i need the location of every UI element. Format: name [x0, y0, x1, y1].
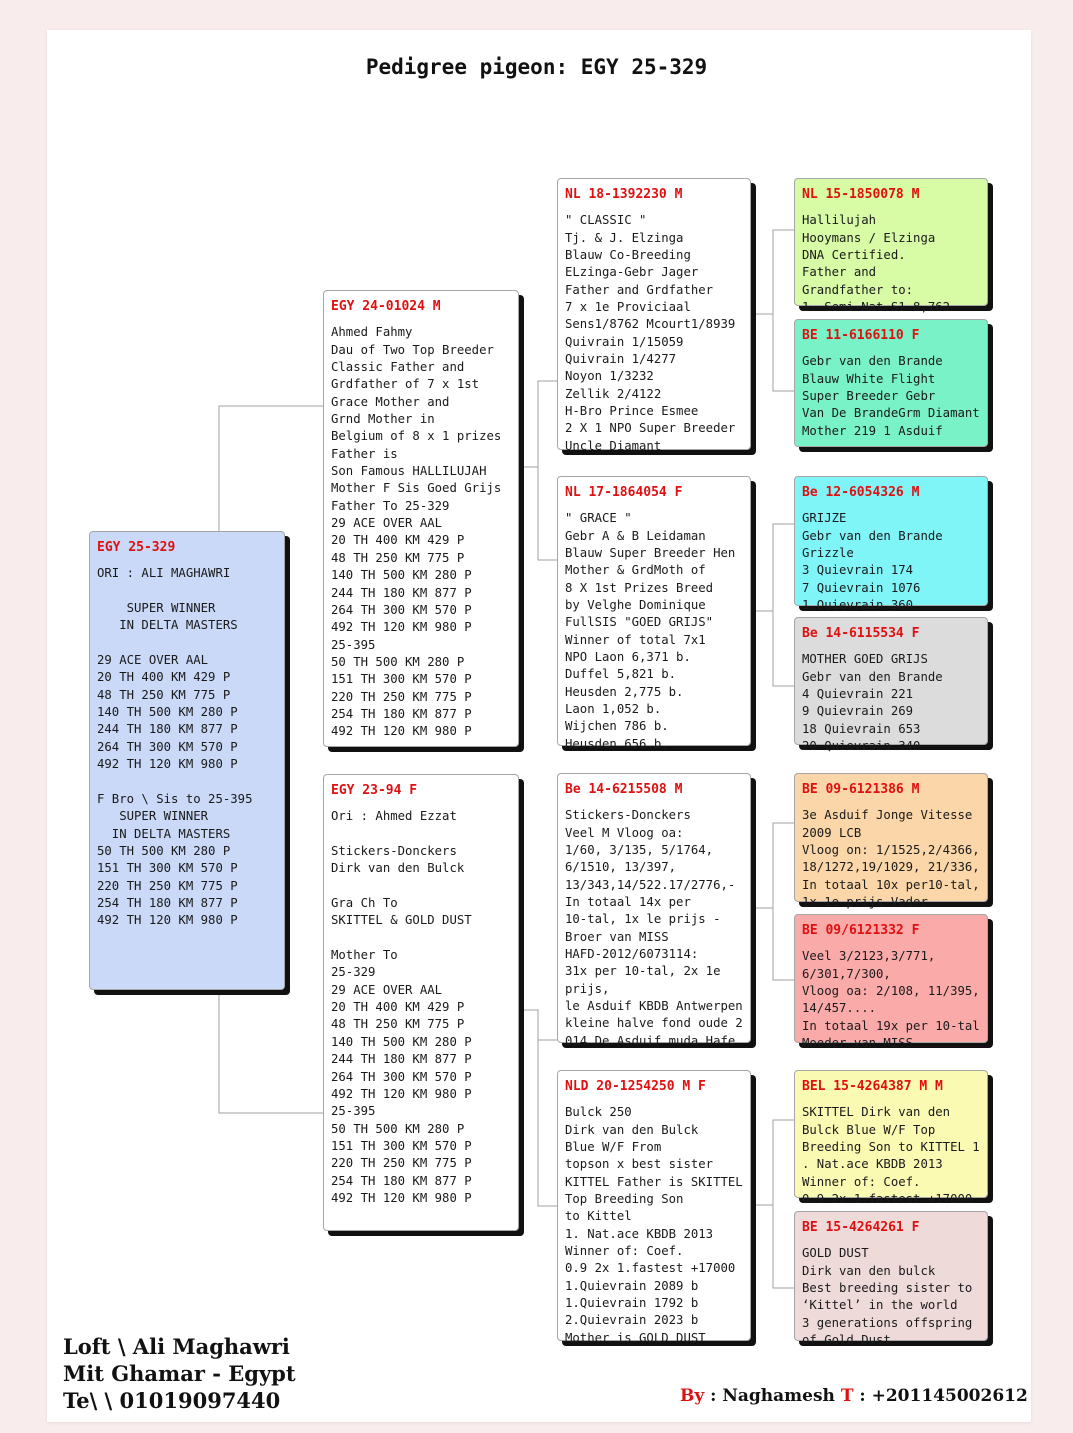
pedigree-card-dds[interactable]	[794, 1070, 988, 1207]
pedigree-card-subject[interactable]	[89, 531, 285, 990]
card-ring-number: NL 17-1864054 F	[565, 485, 683, 500]
card-details: Gebr van den Brande Blauw White Flight Super Breeder Gebr Van De BrandeGrm Diamant Mother 219 1 Asduif	[802, 354, 980, 438]
page-title: Pedigree pigeon: EGY 25-329	[365, 55, 708, 79]
connector-line	[538, 1040, 557, 1206]
connector-line	[219, 406, 323, 531]
card-ring-number: EGY 25-329	[97, 540, 176, 555]
author-phone: : +201145002612	[853, 1386, 1028, 1406]
by-label: By	[680, 1386, 705, 1406]
card-ring-number: BE 11-6166110 F	[802, 328, 920, 343]
card-details: SKITTEL Dirk van den Bulck Blue W/F Top Breeding Son to KITTEL 1 . Nat.ace KBDB 2013 Winner of: Coef. 0.9 2x 1.fastest +17000	[802, 1105, 980, 1207]
card-ring-number: EGY 23-94 F	[331, 783, 418, 798]
card-ring-number: Be 14-6115534 F	[802, 626, 920, 641]
connector-line	[518, 381, 557, 467]
card-ring-number: BE 15-4264261 F	[802, 1220, 920, 1235]
connector-line	[773, 1205, 794, 1288]
pedigree-card-dam-sire[interactable]	[557, 773, 751, 1048]
card-ring-number: NL 15-1850078 M	[802, 187, 920, 202]
connector-line	[773, 611, 794, 686]
card-details: Ori : Ahmed Ezzat Stickers-Donckers Dirk van den Bulck Gra Ch To SKITTEL & GOLD DUST Mother To 25-329 29 ACE OVER AAL 20 TH 400 KM 429 P 48 TH 250 KM 775 P 140 TH 500 KM 280 P 244 TH 180 KM 877 P 264 TH 300 KM 570 P 492 TH 120 KM 980 P 25-395 50 TH 500 KM 280 P 151 TH 300 KM 570 P 220 TH 250 KM 775 P 254 TH 180 KM 877 P 492 TH 120 KM 980 P	[331, 809, 472, 1205]
pedigree-card-dsd[interactable]	[794, 914, 988, 1051]
connector-line	[750, 524, 794, 611]
card-details: MOTHER GOED GRIJS Gebr van den Brande 4 Quievrain 221 9 Quievrain 269 18 Quievrain 653 20 Quievrain 340	[802, 652, 943, 754]
pedigree-card-ddd[interactable]	[794, 1211, 988, 1348]
connector-line	[773, 908, 794, 980]
card-ring-number: NL 18-1392230 M	[565, 187, 683, 202]
connector-line	[750, 823, 794, 908]
connector-line	[750, 1120, 794, 1205]
card-details: Bulck 250 Dirk van den Bulck Blue W/F From topson x best sister KITTEL Father is SKITTEL Top Breeding Son to Kittel 1. Nat.ace KBDB 2013 Winner of: Coef. 0.9 2x 1.fastest +17000 1.Quievrain 2089 b 1.Quievrain 1792 b 2.Quievrain 2023 b Mother is GOLD DUST	[565, 1105, 743, 1345]
card-details: " CLASSIC " Tj. & J. Elzinga Blauw Co-Breeding ELzinga-Gebr Jager Father and Grdfather 7 x 1e Proviciaal Sens1/8762 Mcourt1/8939 Quivrain 1/15059 Quivrain 1/4277 Noyon 1/3232 Zellik 2/4122 H-Bro Prince Esmee 2 X 1 NPO Super Breeder Uncle Diamant	[565, 213, 736, 453]
pedigree-card-sire[interactable]	[323, 290, 519, 747]
loft-phone: Te\ \ 01019097440	[63, 1388, 281, 1413]
loft-location: Mit Ghamar - Egypt	[63, 1361, 296, 1386]
pedigree-card-ssd[interactable]	[794, 319, 988, 447]
card-details: 3e Asduif Jonge Vitesse 2009 LCB Vloog on: 1/1525,2/4366, 18/1272,19/1029, 21/336, In totaal 10x per10-tal, 1x 1e prijs Vader	[802, 808, 980, 910]
pedigree-card-dam-dam[interactable]	[557, 1070, 751, 1345]
card-details: " GRACE " Gebr A & B Leidaman Blauw Super Breeder Hen Mother & GrdMoth of 8 X 1st Prizes Breed by Velghe Dominique FullSIS "GOED GRIJS" Winner of total 7x1 NPO Laon 6,371 b. Duffel 5,821 b. Heusden 2,775 b. Laon 1,052 b. Wijchen 786 b. Heusden 656 b.	[565, 511, 736, 751]
card-details: ORI : ALI MAGHAWRI SUPER WINNER IN DELTA MASTERS 29 ACE OVER AAL 20 TH 400 KM 429 P 48 TH 250 KM 775 P 140 TH 500 KM 280 P 244 TH 180 KM 877 P 264 TH 300 KM 570 P 492 TH 120 KM 980 P F Bro \ Sis to 25-395 SUPER WINNER IN DELTA MASTERS 50 TH 500 KM 280 P 151 TH 300 KM 570 P 220 TH 250 KM 775 P 254 TH 180 KM 877 P 492 TH 120 KM 980 P	[97, 566, 253, 928]
loft-info	[63, 1333, 296, 1414]
connector-line	[538, 467, 557, 560]
author-credit	[680, 1386, 1028, 1406]
pedigree-card-sire-dam[interactable]	[557, 476, 751, 751]
connector-line	[750, 230, 794, 314]
author-name: : Naghamesh	[704, 1386, 841, 1406]
pedigree-card-sss[interactable]	[794, 178, 988, 315]
card-details: Stickers-Donckers Veel M Vloog oa: 1/60, 3/135, 5/1764, 6/1510, 13/397, 13/343,14/522.17/2776,- In totaal 14x per 10-tal, 1x le prijs - Broer van MISS HAFD-2012/6073114: 31x per 10-tal, 2x 1e prijs, le Asduif KBDB Antwerpen kleine halve fond oude 2 014 De Asduif muda Hafe	[565, 808, 743, 1048]
card-details: Hallilujah Hooymans / Elzinga DNA Certified. Father and Grandfather to: 1. Semi-Nat.S1 8,762	[802, 213, 951, 315]
connector-line	[518, 1010, 557, 1040]
card-details: Ahmed Fahmy Dau of Two Top Breeder Classic Father and Grdfather of 7 x 1st Grace Mother and Grnd Mother in Belgium of 8 x 1 prizes Father is Son Famous HALLILUJAH Mother F Sis Goed Grijs Father To 25-329 29 ACE OVER AAL 20 TH 400 KM 429 P 48 TH 250 KM 775 P 140 TH 500 KM 280 P 244 TH 180 KM 877 P 264 TH 300 KM 570 P 492 TH 120 KM 980 P 25-395 50 TH 500 KM 280 P 151 TH 300 KM 570 P 220 TH 250 KM 775 P 254 TH 180 KM 877 P 492 TH 120 KM 980 P	[331, 325, 502, 739]
pedigree-card-dam[interactable]	[323, 774, 519, 1231]
pedigree-card-sire-sire[interactable]	[557, 178, 751, 453]
pedigree-card-sdd[interactable]	[794, 617, 988, 754]
card-details: Veel 3/2123,3/771, 6/301,7/300, Vloog oa: 2/108, 11/395, 14/457.... In totaal 19x per 10-tal Moeder van MISS	[802, 949, 980, 1051]
card-ring-number: Be 14-6215508 M	[565, 782, 683, 797]
connector-line	[219, 990, 323, 1113]
pedigree-card-sds[interactable]	[794, 476, 988, 613]
card-ring-number: BE 09-6121386 M	[802, 782, 920, 797]
connector-line	[773, 314, 794, 391]
card-details: GOLD DUST Dirk van den bulck Best breeding sister to ‘Kittel’ in the world 3 generations offspring of Gold Dust	[802, 1246, 973, 1348]
card-ring-number: BE 09/6121332 F	[802, 923, 920, 938]
loft-name: Loft \ Ali Maghawri	[63, 1334, 290, 1359]
phone-label: T	[840, 1386, 854, 1406]
pedigree-card-dss[interactable]	[794, 773, 988, 910]
card-details: GRIJZE Gebr van den Brande Grizzle 3 Quievrain 174 7 Quievrain 1076 1 Quievrain 360	[802, 511, 943, 613]
card-ring-number: NLD 20-1254250 M F	[565, 1079, 706, 1094]
card-ring-number: BEL 15-4264387 M M	[802, 1079, 943, 1094]
card-ring-number: Be 12-6054326 M	[802, 485, 920, 500]
card-ring-number: EGY 24-01024 M	[331, 299, 441, 314]
